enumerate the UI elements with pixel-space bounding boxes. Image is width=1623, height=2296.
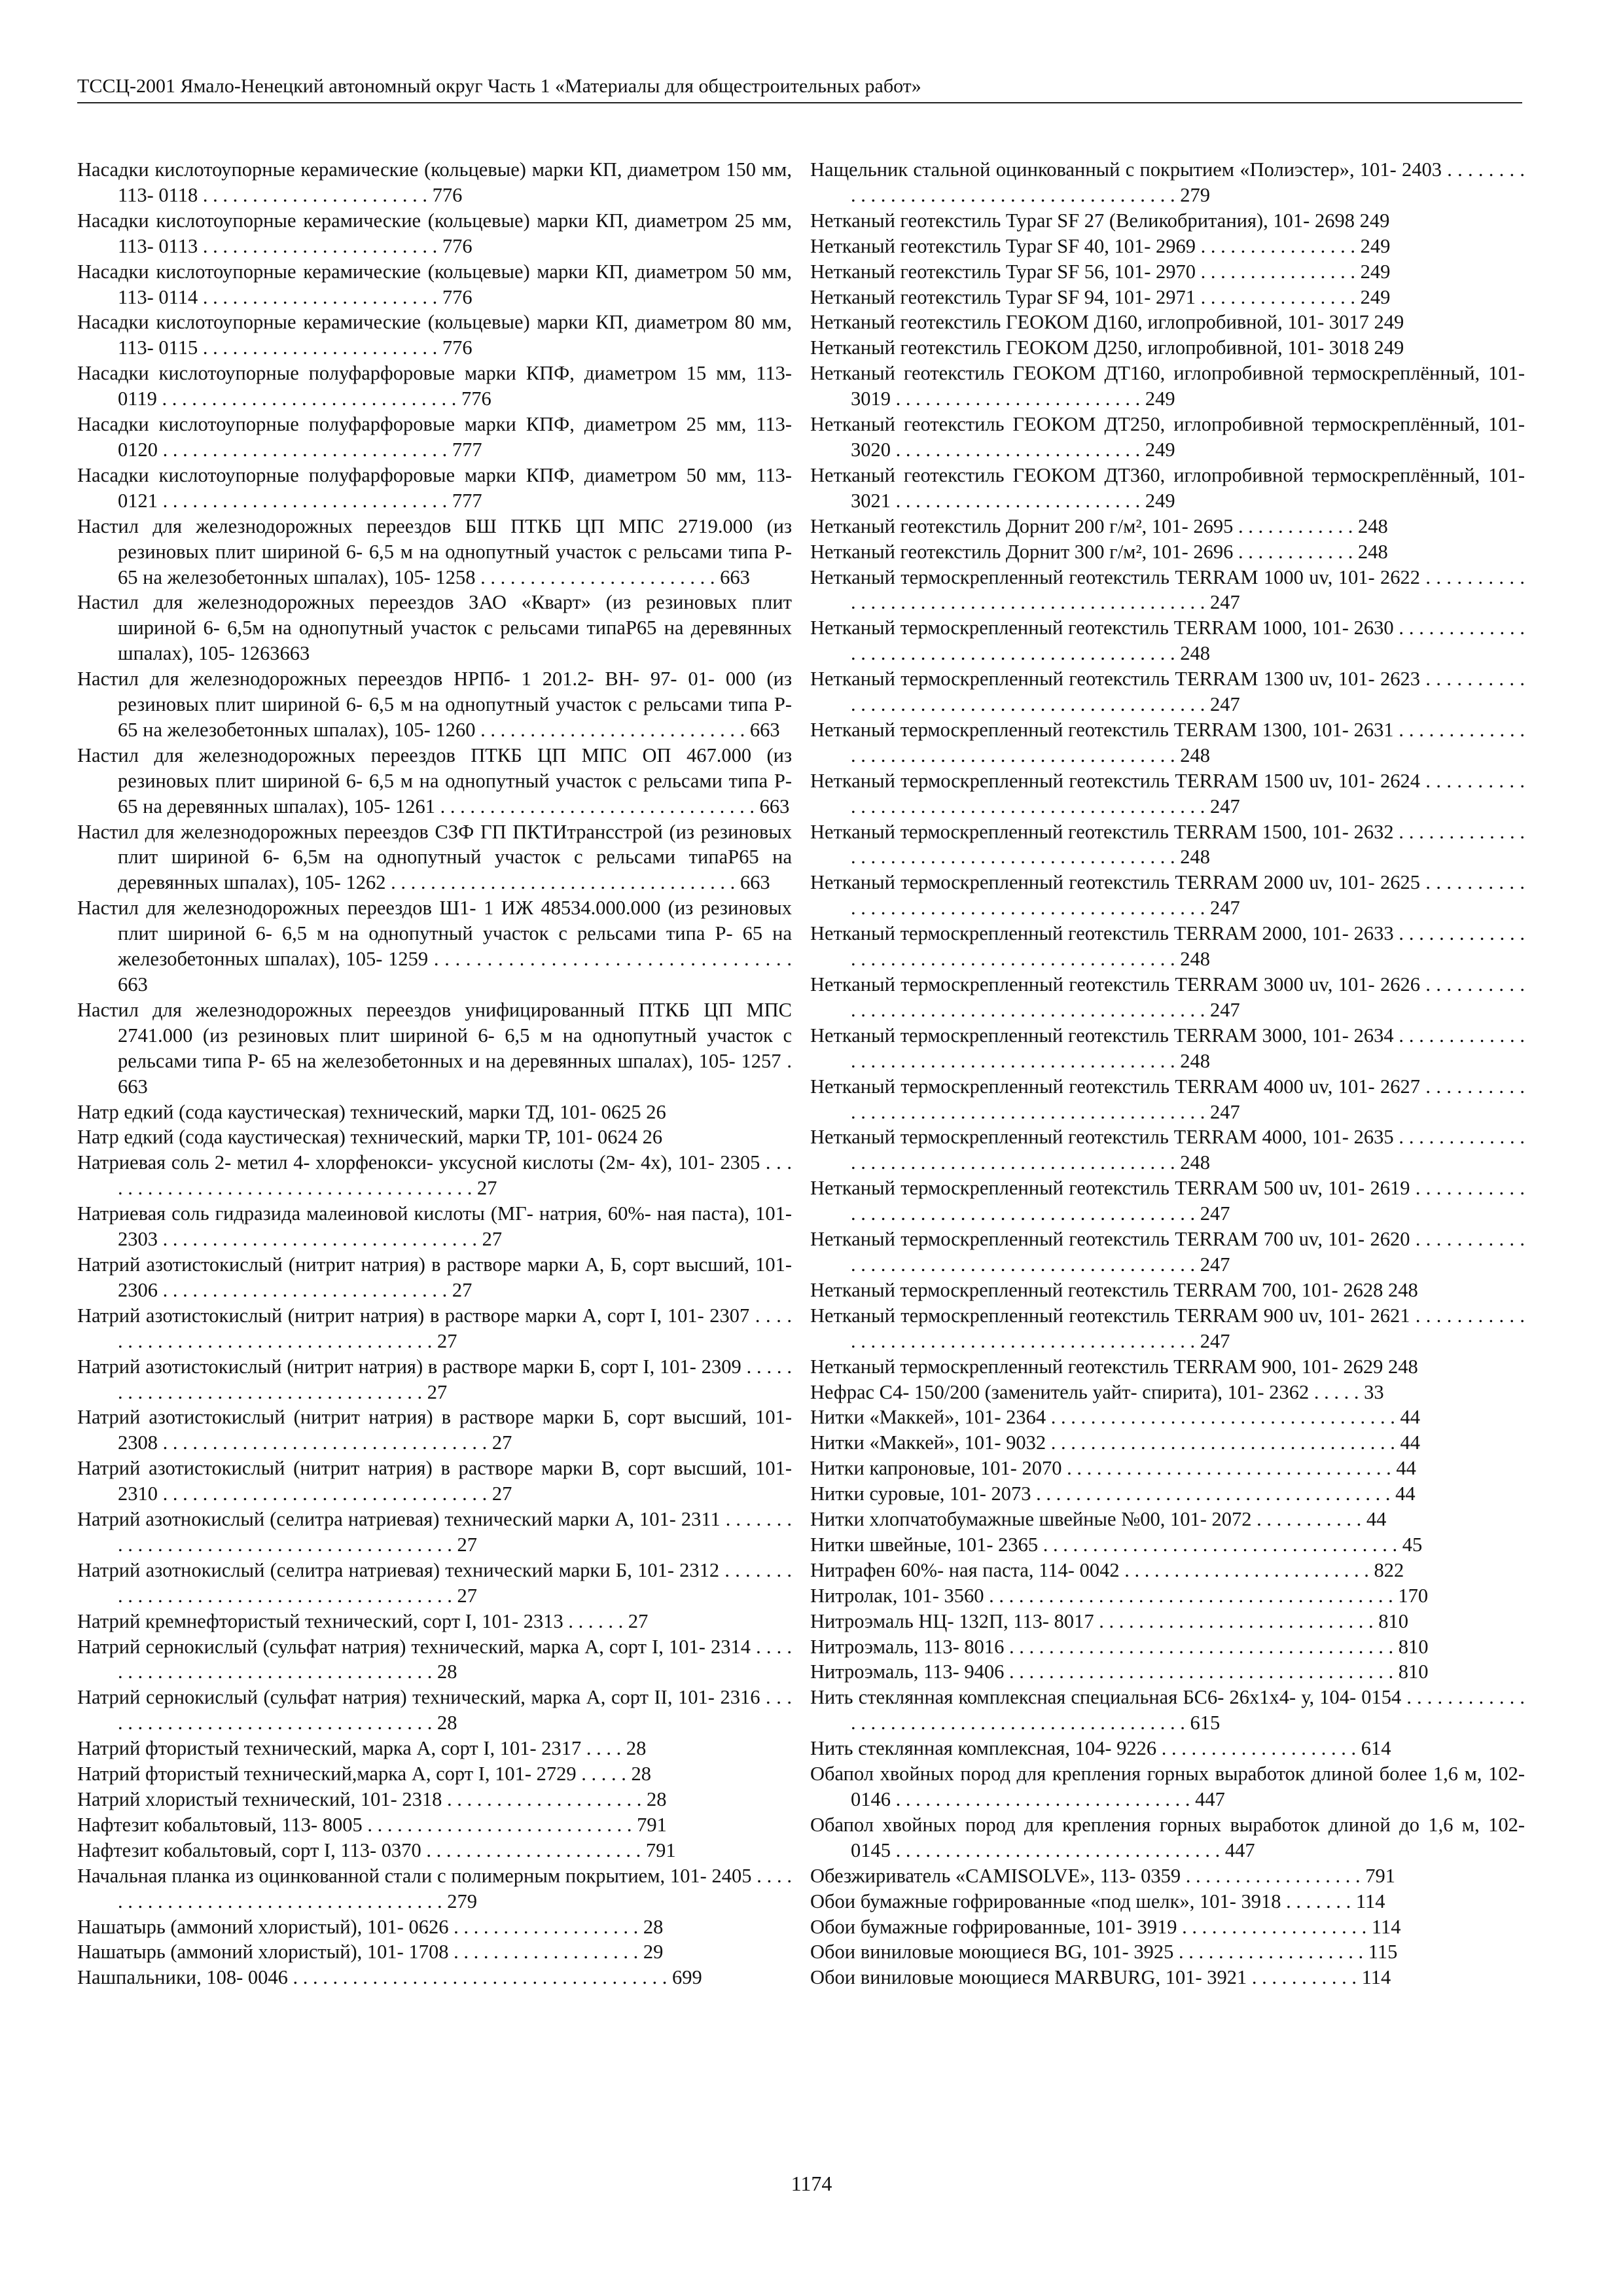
index-entry: Нитроэмаль НЦ- 132П, 113- 8017 . . . . . . . . . . . . . . . . . . . . . . . . . . . . 810 [810, 1609, 1409, 1632]
index-entry: Обои бумажные гофрированные «под шелк», 101- 3918 . . . . . . . 114 [810, 1890, 1385, 1912]
index-entry: Нетканый термоскрепленный геотекстиль TERRAM 500 uv, 101- 2619 . . . . . . . . . . . . . . . . . . . . . . . . . . . . . . . . . . . . . . . . . . . . . . 247 [810, 1177, 1525, 1225]
index-entry: Нить стеклянная комплексная, 104- 9226 . . . . . . . . . . . . . . . . . . . . 614 [810, 1737, 1391, 1760]
index-entry: Нетканый термоскрепленный геотекстиль TERRAM 700 uv, 101- 2620 . . . . . . . . . . . . . . . . . . . . . . . . . . . . . . . . . . . . . . . . . . . . . . 247 [810, 1228, 1525, 1276]
index-column-right [810, 157, 1525, 1990]
index-entry: Нетканый термоскрепленный геотекстиль TERRAM 1300 uv, 101- 2623 . . . . . . . . . . . . . . . . . . . . . . . . . . . . . . . . . . . . . . . . . . . . . . 247 [810, 668, 1525, 716]
index-entry: Обапол хвойных пород для крепления горных выработок длиной более 1,6 м, 102- 0146 . . . . . . . . . . . . . . . . . . . . . . . . . . . . . . 447 [810, 1763, 1525, 1810]
index-entry: Насадки кислотоупорные керамические (кольцевые) марки КП, диаметром 25 мм, 113- 0113 . . . . . . . . . . . . . . . . . . . . . . . . 776 [77, 209, 792, 257]
index-entry: Настил для железнодорожных переездов ЗАО «Кварт» (из резиновых плит шириной 6- 6,5м на однопутный участок с рельсами типаР65 на деревянных шпалах), 105- 1263663 [77, 591, 792, 665]
index-entry: Нитрафен 60%- ная паста, 114- 0042 . . . . . . . . . . . . . . . . . . . . . . . . . 822 [810, 1558, 1404, 1581]
index-entry: Нитроэмаль, 113- 9406 . . . . . . . . . . . . . . . . . . . . . . . . . . . . . . . . . . . . . . . 810 [810, 1660, 1429, 1683]
index-entry: Нетканый геотекстиль ГЕОКОМ ДТ360, иглопробивной термоскреплённый, 101- 3021 . . . . . . . . . . . . . . . . . . . . . . . . . 249 [810, 463, 1525, 512]
index-entry: Нетканый термоскрепленный геотекстиль TERRAM 900 uv, 101- 2621 . . . . . . . . . . . . . . . . . . . . . . . . . . . . . . . . . . . . . . . . . . . . . . 247 [810, 1304, 1525, 1352]
index-entry: Нетканый геотекстиль Дорнит 300 г/м², 101- 2696 . . . . . . . . . . . . 248 [810, 540, 1388, 563]
index-entry: Нитроэмаль, 113- 8016 . . . . . . . . . . . . . . . . . . . . . . . . . . . . . . . . . . . . . . . 810 [810, 1635, 1429, 1658]
index-entry: Настил для железнодорожных переездов БШ ПТКБ ЦП МПС 2719.000 (из резиновых плит шириной 6- 6,5 м на однопутный участок с рельсами типа Р- 65 на железобетонных шпалах), 105- 1258 . . . . . . . . . . . . . . . . . . . . . . . . 663 [77, 514, 792, 588]
index-entry: Нетканый геотекстиль ГЕОКОМ ДТ250, иглопробивной термоскреплённый, 101- 3020 . . . . . . . . . . . . . . . . . . . . . . . . . 249 [810, 413, 1525, 461]
index-entry: Натрий азотистокислый (нитрит натрия) в растворе марки В, сорт высший, 101- 2310 . . . . . . . . . . . . . . . . . . . . . . . . . . . . . . . . . 27 [77, 1457, 792, 1505]
index-entry: Насадки кислотоупорные керамические (кольцевые) марки КП, диаметром 50 мм, 113- 0114 . . . . . . . . . . . . . . . . . . . . . . . . 776 [77, 260, 792, 308]
index-entry: Нашатырь (аммоний хлористый), 101- 1708 . . . . . . . . . . . . . . . . . . . 29 [77, 1941, 664, 1964]
index-entry: Настил для железнодорожных переездов унифицированный ПТКБ ЦП МПС 2741.000 (из резиновых плит шириной 6- 6,5 м на однопутный участок с рельсами типа Р- 65 на железобетонных и на деревянных шпалах), 105- 1257 . 663 [77, 998, 792, 1098]
index-entry: Нетканый геотекстиль ГЕОКОМ ДТ160, иглопробивной термоскреплённый, 101- 3019 . . . . . . . . . . . . . . . . . . . . . . . . . 249 [810, 362, 1525, 410]
index-entry: Нитки капроновые, 101- 2070 . . . . . . . . . . . . . . . . . . . . . . . . . . . . . . . . . 44 [810, 1457, 1416, 1480]
index-entry: Натрий азотистокислый (нитрит натрия) в растворе марки Б, сорт высший, 101- 2308 . . . . . . . . . . . . . . . . . . . . . . . . . . . . . . . . . 27 [77, 1406, 792, 1454]
index-entry: Нитки суровые, 101- 2073 . . . . . . . . . . . . . . . . . . . . . . . . . . . . . . . . . . . . 44 [810, 1482, 1416, 1505]
index-entry: Насадки кислотоупорные керамические (кольцевые) марки КП, диаметром 150 мм, 113- 0118 . . . . . . . . . . . . . . . . . . . . . . . 776 [77, 158, 792, 206]
index-entry: Нетканый геотекстиль ГЕОКОМ Д250, иглопробивной, 101- 3018 249 [810, 336, 1404, 359]
index-entry: Нашатырь (аммоний хлористый), 101- 0626 . . . . . . . . . . . . . . . . . . . 28 [77, 1915, 664, 1938]
index-entry: Нетканый термоскрепленный геотекстиль TERRAM 700, 101- 2628 248 [810, 1278, 1418, 1301]
index-entry: Нетканый термоскрепленный геотекстиль TERRAM 1000, 101- 2630 . . . . . . . . . . . . . . . . . . . . . . . . . . . . . . . . . . . . . . . . . . . . . . 248 [810, 617, 1525, 665]
index-entry: Обапол хвойных пород для крепления горных выработок длиной до 1,6 м, 102- 0145 . . . . . . . . . . . . . . . . . . . . . . . . . . . . . . . . . 447 [810, 1813, 1525, 1861]
index-entry: Нитки «Маккей», 101- 2364 . . . . . . . . . . . . . . . . . . . . . . . . . . . . . . . . . . . 44 [810, 1406, 1420, 1429]
index-entry: Натрий сернокислый (сульфат натрия) технический, марка А, сорт II, 101- 2316 . . . . . . . . . . . . . . . . . . . . . . . . . . . . . . . . . . . 28 [77, 1686, 792, 1734]
index-entry: Нетканый термоскрепленный геотекстиль TERRAM 900, 101- 2629 248 [810, 1355, 1418, 1378]
index-entry: Нить стеклянная комплексная специальная БС6- 26х1х4- у, 104- 0154 . . . . . . . . . . . . . . . . . . . . . . . . . . . . . . . . . . . . . . . . . . . . . . 615 [810, 1686, 1525, 1734]
index-entry: Обезжириватель «CAMISOLVE», 113- 0359 . . . . . . . . . . . . . . . . . . 791 [810, 1864, 1396, 1887]
index-entry: Нетканый термоскрепленный геотекстиль TERRAM 2000 uv, 101- 2625 . . . . . . . . . . . . . . . . . . . . . . . . . . . . . . . . . . . . . . . . . . . . . . 247 [810, 871, 1525, 920]
index-entry: Натриевая соль гидразида малеиновой кислоты (МГ- натрия, 60%- ная паста), 101- 2303 . . . . . . . . . . . . . . . . . . . . . . . . . . . . . . . . 27 [77, 1202, 792, 1251]
index-entry: Нафтезит кобальтовый, сорт I, 113- 0370 . . . . . . . . . . . . . . . . . . . . . . 791 [77, 1839, 676, 1861]
index-entry: Нетканый геотекстиль Typar SF 56, 101- 2970 . . . . . . . . . . . . . . . . 249 [810, 260, 1391, 283]
index-entry: Нетканый термоскрепленный геотекстиль TERRAM 3000 uv, 101- 2626 . . . . . . . . . . . . . . . . . . . . . . . . . . . . . . . . . . . . . . . . . . . . . . 247 [810, 973, 1525, 1021]
index-entry: Нитки хлопчатобумажные швейные №00, 101- 2072 . . . . . . . . . . . 44 [810, 1508, 1387, 1531]
index-entry: Нетканый геотекстиль Typar SF 27 (Великобритания), 101- 2698 249 [810, 209, 1390, 232]
index-entry: Настил для железнодорожных переездов НРПб- 1 201.2- ВН- 97- 01- 000 (из резиновых плит шириной 6- 6,5 м на однопутный участок с рельсами типа Р- 65 на железобетонных шпалах), 105- 1260 . . . . . . . . . . . . . . . . . . . . . . . . . . . 663 [77, 668, 792, 741]
index-entry: Нетканый термоскрепленный геотекстиль TERRAM 1500 uv, 101- 2624 . . . . . . . . . . . . . . . . . . . . . . . . . . . . . . . . . . . . . . . . . . . . . . 247 [810, 769, 1525, 817]
index-entry: Нетканый термоскрепленный геотекстиль TERRAM 4000, 101- 2635 . . . . . . . . . . . . . . . . . . . . . . . . . . . . . . . . . . . . . . . . . . . . . . 248 [810, 1126, 1525, 1174]
index-entry: Натр едкий (сода каустическая) технический, марки ТР, 101- 0624 26 [77, 1126, 663, 1149]
index-entry: Насадки кислотоупорные полуфарфоровые марки КПФ, диаметром 15 мм, 113- 0119 . . . . . . . . . . . . . . . . . . . . . . . . . . . . . . 776 [77, 362, 792, 410]
index-entry: Нетканый термоскрепленный геотекстиль TERRAM 2000, 101- 2633 . . . . . . . . . . . . . . . . . . . . . . . . . . . . . . . . . . . . . . . . . . . . . . 248 [810, 922, 1525, 971]
index-entry: Натрий азотистокислый (нитрит натрия) в растворе марки А, сорт I, 101- 2307 . . . . . . . . . . . . . . . . . . . . . . . . . . . . . . . . . . . . 27 [77, 1304, 792, 1352]
index-entry: Нафтезит кобальтовый, 113- 8005 . . . . . . . . . . . . . . . . . . . . . . . . . . . 791 [77, 1813, 667, 1836]
index-entry: Нетканый геотекстиль Дорнит 200 г/м², 101- 2695 . . . . . . . . . . . . 248 [810, 514, 1388, 537]
page-number: 1174 [791, 2172, 832, 2195]
index-entry: Нетканый геотекстиль Typar SF 94, 101- 2971 . . . . . . . . . . . . . . . . 249 [810, 285, 1391, 308]
index-entry: Обои виниловые моющиеся MARBURG, 101- 3921 . . . . . . . . . . . 114 [810, 1966, 1391, 1989]
index-entry: Натрий фтористый технический,марка А, сорт I, 101- 2729 . . . . . 28 [77, 1763, 652, 1785]
index-entry: Нетканый термоскрепленный геотекстиль TERRAM 4000 uv, 101- 2627 . . . . . . . . . . . . . . . . . . . . . . . . . . . . . . . . . . . . . . . . . . . . . . 247 [810, 1075, 1525, 1123]
index-entry: Настил для железнодорожных переездов Ш1- 1 ИЖ 48534.000.000 (из резиновых плит шириной 6- 6,5 м на однопутный участок с рельсами типа Р- 65 на железобетонных шпалах), 105- 1259 . . . . . . . . . . . . . . . . . . . . . . . . . . . . . . . . . . 663 [77, 897, 792, 996]
index-entry: Натрий азотистокислый (нитрит натрия) в растворе марки Б, сорт I, 101- 2309 . . . . . . . . . . . . . . . . . . . . . . . . . . . . . . . . . . . . 27 [77, 1355, 792, 1403]
index-entry: Натрий хлористый технический, 101- 2318 . . . . . . . . . . . . . . . . . . . . 28 [77, 1788, 667, 1810]
index-entry: Натриевая соль 2- метил 4- хлорфенокси- уксусной кислоты (2м- 4х), 101- 2305 . . . . . . . . . . . . . . . . . . . . . . . . . . . . . . . . . . . . . . . 27 [77, 1151, 792, 1200]
index-entry: Начальная планка из оцинкованной стали с полимерным покрытием, 101- 2405 . . . . . . . . . . . . . . . . . . . . . . . . . . . . . . . . . . . . . 279 [77, 1864, 792, 1912]
index-entry: Нетканый геотекстиль ГЕОКОМ Д160, иглопробивной, 101- 3017 249 [810, 311, 1404, 334]
index-entry: Насадки кислотоупорные полуфарфоровые марки КПФ, диаметром 50 мм, 113- 0121 . . . . . . . . . . . . . . . . . . . . . . . . . . . . . 777 [77, 463, 792, 512]
index-entry: Нетканый термоскрепленный геотекстиль TERRAM 1300, 101- 2631 . . . . . . . . . . . . . . . . . . . . . . . . . . . . . . . . . . . . . . . . . . . . . . 248 [810, 718, 1525, 766]
index-entry: Нефрас С4- 150/200 (заменитель уайт- спирита), 101- 2362 . . . . . 33 [810, 1380, 1384, 1403]
index-entry: Натрий азотнокислый (селитра натриевая) технический марки Б, 101- 2312 . . . . . . . . . . . . . . . . . . . . . . . . . . . . . . . . . . . . . . . . . 27 [77, 1558, 792, 1607]
index-entry: Настил для железнодорожных переездов ПТКБ ЦП МПС ОП 467.000 (из резиновых плит шириной 6- 6,5 м на однопутный участок с рельсами типа Р- 65 на деревянных шпалах), 105- 1261 . . . . . . . . . . . . . . . . . . . . . . . . . . . . . . . . 663 [77, 744, 792, 817]
index-entry: Нашпальники, 108- 0046 . . . . . . . . . . . . . . . . . . . . . . . . . . . . . . . . . . . . . . 699 [77, 1966, 702, 1989]
index-entry: Натр едкий (сода каустическая) технический, марки ТД, 101- 0625 26 [77, 1100, 666, 1123]
index-entry: Нитки швейные, 101- 2365 . . . . . . . . . . . . . . . . . . . . . . . . . . . . . . . . . . . . 45 [810, 1533, 1423, 1556]
page-header: ТССЦ-2001 Ямало-Ненецкий автономный округ Часть 1 «Материалы для общестроительных работ» [77, 73, 1522, 103]
index-entry: Нетканый геотекстиль Typar SF 40, 101- 2969 . . . . . . . . . . . . . . . . 249 [810, 234, 1391, 257]
index-entry: Насадки кислотоупорные полуфарфоровые марки КПФ, диаметром 25 мм, 113- 0120 . . . . . . . . . . . . . . . . . . . . . . . . . . . . . 777 [77, 413, 792, 461]
index-column-left [77, 157, 792, 1990]
index-entry: Натрий азотнокислый (селитра натриевая) технический марки А, 101- 2311 . . . . . . . . . . . . . . . . . . . . . . . . . . . . . . . . . . . . . . . . . 27 [77, 1508, 792, 1556]
index-entry: Натрий азотистокислый (нитрит натрия) в растворе марки А, Б, сорт высший, 101- 2306 . . . . . . . . . . . . . . . . . . . . . . . . . . . . . 27 [77, 1253, 792, 1301]
index-entry: Нащельник стальной оцинкованный с покрытием «Полиэстер», 101- 2403 . . . . . . . . . . . . . . . . . . . . . . . . . . . . . . . . . . . . . . . . . 279 [810, 158, 1525, 206]
index-entry: Обои виниловые моющиеся BG, 101- 3925 . . . . . . . . . . . . . . . . . . . 115 [810, 1941, 1398, 1964]
index-entry: Насадки кислотоупорные керамические (кольцевые) марки КП, диаметром 80 мм, 113- 0115 . . . . . . . . . . . . . . . . . . . . . . . . 776 [77, 311, 792, 359]
index-entry: Нитки «Маккей», 101- 9032 . . . . . . . . . . . . . . . . . . . . . . . . . . . . . . . . . . . 44 [810, 1431, 1420, 1454]
index-entry: Натрий сернокислый (сульфат натрия) технический, марка А, сорт I, 101- 2314 . . . . . . . . . . . . . . . . . . . . . . . . . . . . . . . . . . . . 28 [77, 1635, 792, 1683]
index-entry: Нитролак, 101- 3560 . . . . . . . . . . . . . . . . . . . . . . . . . . . . . . . . . . . . . . . . . 170 [810, 1584, 1429, 1607]
index-entry: Настил для железнодорожных переездов СЗФ ГП ПКТИтрансстрой (из резиновых плит шириной 6- 6,5м на однопутный участок с рельсами типаР65 на деревянных шпалах), 105- 1262 . . . . . . . . . . . . . . . . . . . . . . . . . . . . . . . . . . . 663 [77, 820, 792, 894]
index-entry: Нетканый термоскрепленный геотекстиль TERRAM 1500, 101- 2632 . . . . . . . . . . . . . . . . . . . . . . . . . . . . . . . . . . . . . . . . . . . . . . 248 [810, 820, 1525, 869]
index-entry: Натрий кремнефтористый технический, сорт I, 101- 2313 . . . . . . 27 [77, 1609, 649, 1632]
index-entry: Нетканый термоскрепленный геотекстиль TERRAM 1000 uv, 101- 2622 . . . . . . . . . . . . . . . . . . . . . . . . . . . . . . . . . . . . . . . . . . . . . . 247 [810, 565, 1525, 614]
index-entry: Натрий фтористый технический, марка А, сорт I, 101- 2317 . . . . 28 [77, 1737, 647, 1760]
index-entry: Нетканый термоскрепленный геотекстиль TERRAM 3000, 101- 2634 . . . . . . . . . . . . . . . . . . . . . . . . . . . . . . . . . . . . . . . . . . . . . . 248 [810, 1024, 1525, 1072]
index-entry: Обои бумажные гофрированные, 101- 3919 . . . . . . . . . . . . . . . . . . . 114 [810, 1915, 1401, 1938]
